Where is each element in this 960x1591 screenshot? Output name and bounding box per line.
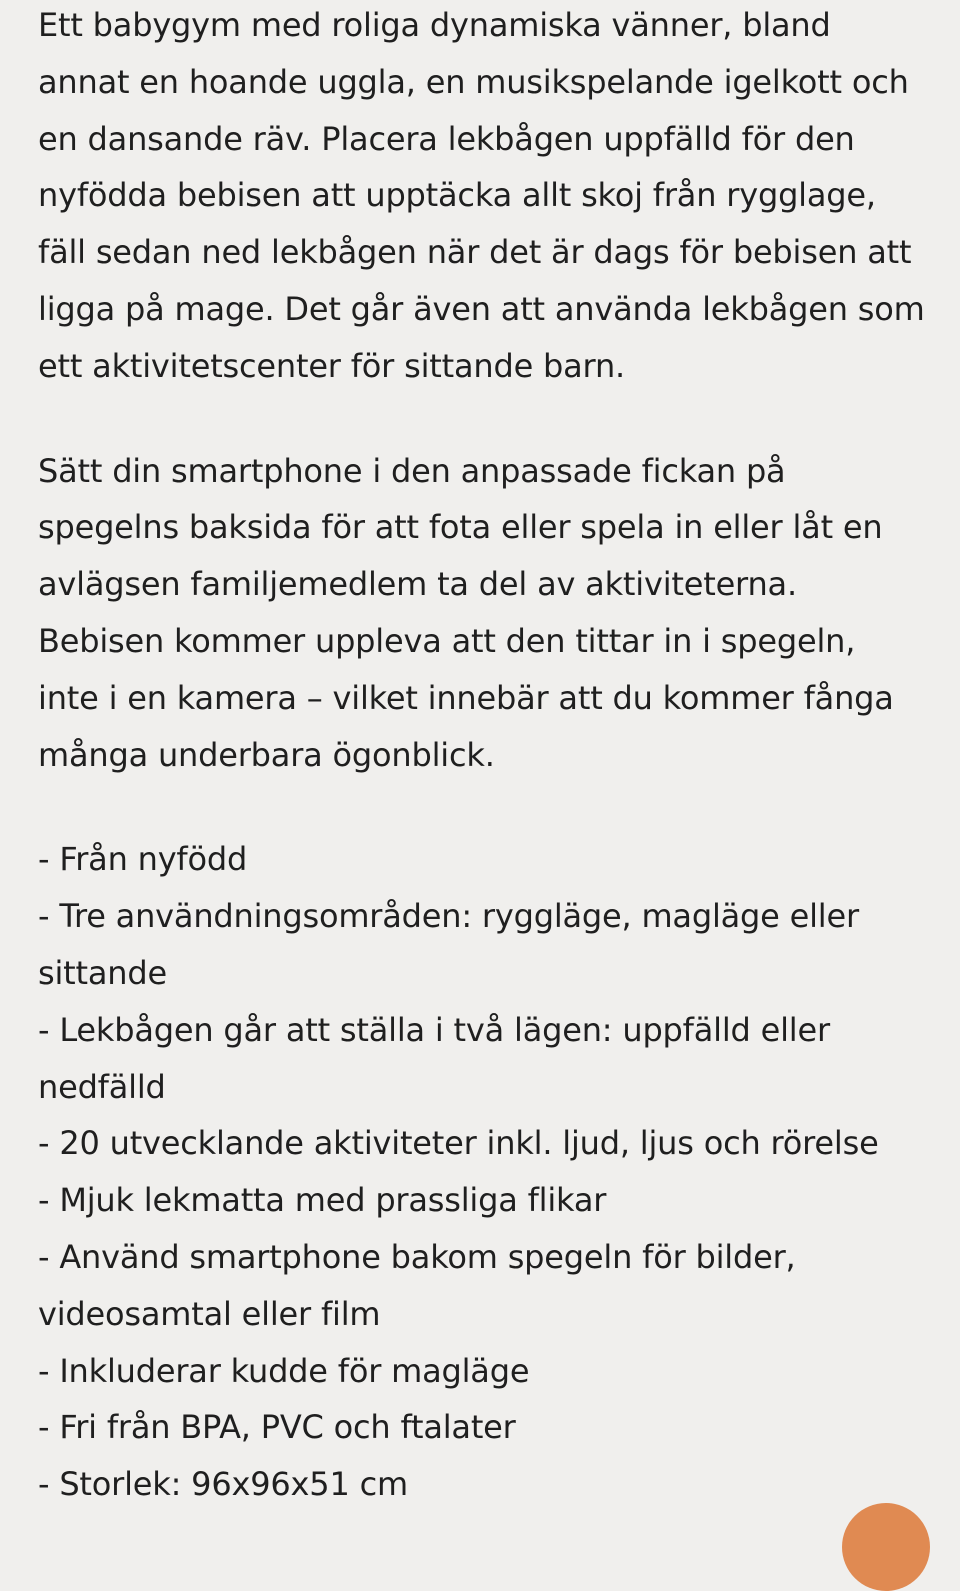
- paragraph-spacer: [38, 395, 928, 443]
- text-line: Bebisen kommer uppleva att den tittar in i spegeln,: [38, 621, 856, 660]
- text-line: ett aktivitetscenter för sittande barn.: [38, 346, 625, 385]
- feature-item: - 20 utvecklande aktiviteter inkl. ljud, ljus och rörelse: [38, 1124, 879, 1163]
- text-line: Sätt din smartphone i den anpassade fickan på: [38, 451, 786, 490]
- feature-item: - Lekbågen går att ställa i två lägen: uppfälld eller: [38, 1010, 830, 1049]
- text-line: en dansande räv. Placera lekbågen uppfälld för den: [38, 119, 855, 158]
- text-line: spegelns baksida för att fota eller spela in eller låt en: [38, 508, 883, 547]
- text-line: avlägsen familjemedlem ta del av aktiviteterna.: [38, 565, 797, 604]
- feature-item: videosamtal eller film: [38, 1294, 381, 1333]
- feature-item: - Inkluderar kudde för magläge: [38, 1351, 530, 1390]
- text-line: många underbara ögonblick.: [38, 735, 495, 774]
- feature-item: - Storlek: 96x96x51 cm: [38, 1465, 408, 1504]
- chat-button[interactable]: [842, 1503, 930, 1591]
- feature-item: - Fri från BPA, PVC och ftalater: [38, 1408, 516, 1447]
- text-line: ligga på mage. Det går även att använda lekbågen som: [38, 289, 925, 328]
- text-line: Ett babygym med roliga dynamiska vänner, bland: [38, 6, 831, 44]
- feature-list: [38, 831, 928, 1513]
- text-line: inte i en kamera – vilket innebär att du kommer fånga: [38, 678, 894, 717]
- feature-item: sittande: [38, 953, 167, 992]
- text-line: nyfödda bebisen att upptäcka allt skoj från rygglage,: [38, 176, 876, 215]
- feature-item: - Tre användningsområden: ryggläge, magläge eller: [38, 897, 859, 936]
- feature-item: - Från nyfödd: [38, 840, 248, 879]
- product-description: [38, 0, 928, 1513]
- feature-item: - Använd smartphone bakom spegeln för bilder,: [38, 1237, 796, 1276]
- text-line: fäll sedan ned lekbågen när det är dags för bebisen att: [38, 233, 912, 272]
- paragraph-spacer: [38, 783, 928, 831]
- description-paragraph-2: [38, 443, 928, 784]
- feature-item: - Mjuk lekmatta med prassliga flikar: [38, 1181, 607, 1220]
- text-line: annat en hoande uggla, en musikspelande igelkott och: [38, 62, 909, 101]
- feature-item: nedfälld: [38, 1067, 166, 1106]
- description-paragraph-1: [38, 0, 928, 395]
